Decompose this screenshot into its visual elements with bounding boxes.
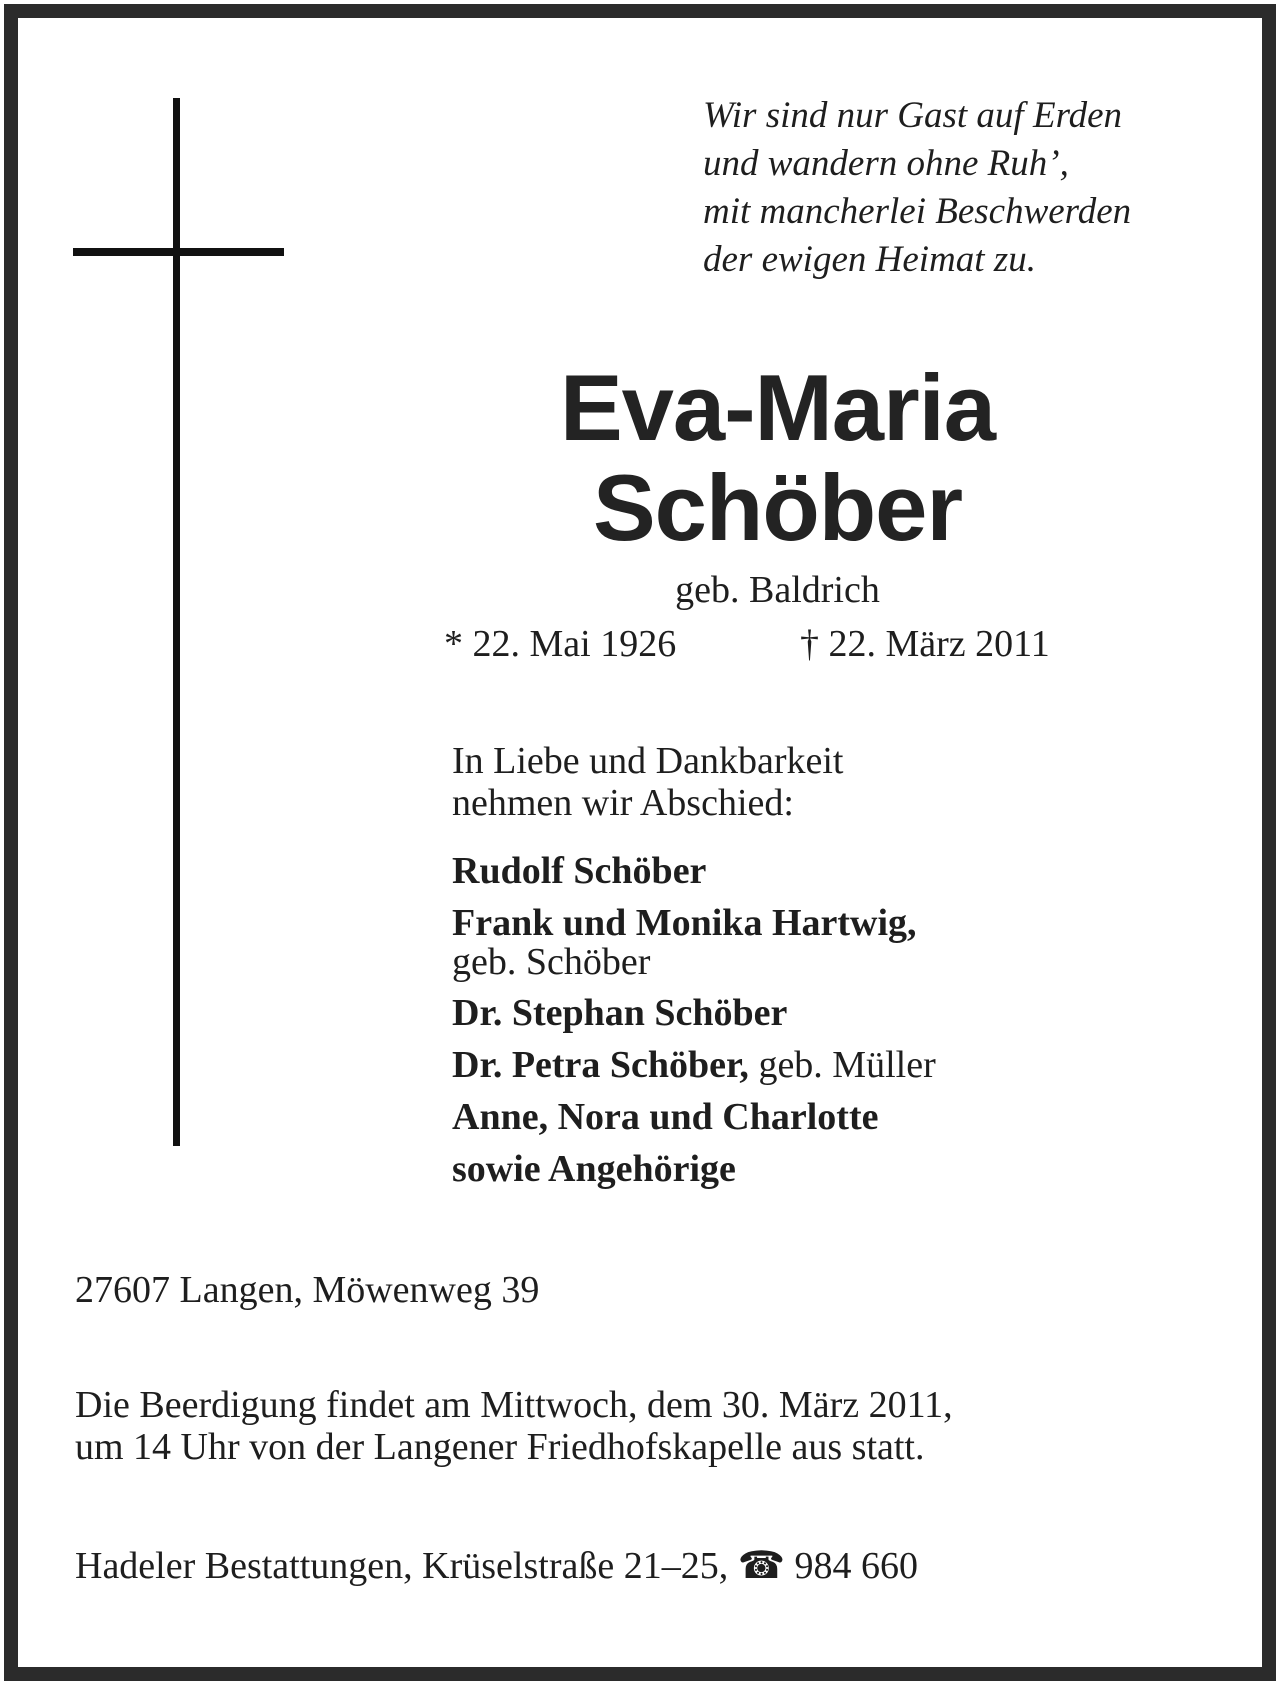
telephone-icon: ☎ — [737, 1545, 786, 1587]
birth-date: * 22. Mai 1926 — [444, 623, 677, 665]
farewell-intro — [452, 740, 843, 824]
mourners-list — [452, 845, 936, 1195]
mourner-entry — [452, 987, 936, 1039]
mourner-name: sowie Angehörige — [452, 1148, 736, 1190]
deceased-maiden-name: geb. Baldrich — [675, 569, 880, 611]
poem — [703, 92, 1131, 284]
poem-line: mit mancherlei Beschwerden — [703, 191, 1132, 232]
mourner-entry — [452, 1143, 936, 1195]
funeral-notice — [75, 1384, 953, 1468]
cross-icon-horizontal-bar — [73, 248, 284, 256]
mourner-maiden-name: geb. Müller — [748, 1044, 936, 1086]
poem-line: Wir sind nur Gast auf Erden — [703, 95, 1123, 136]
deceased-first-name: Eva-Maria — [559, 355, 996, 460]
mourner-name: Dr. Stephan Schöber — [452, 992, 788, 1034]
farewell-intro-line: nehmen wir Abschied: — [452, 782, 794, 824]
death-date: † 22. März 2011 — [800, 623, 1050, 665]
undertaker-line — [75, 1544, 918, 1588]
deceased-last-name: Schöber — [592, 455, 963, 560]
undertaker-phone: 984 660 — [794, 1545, 919, 1587]
undertaker-name: Hadeler Bestattungen, Krüselstraße 21–25, — [75, 1545, 729, 1587]
mourner-name: Anne, Nora und Charlotte — [452, 1096, 879, 1138]
funeral-notice-line: Die Beerdigung findet am Mittwoch, dem 30. März 2011, — [75, 1384, 953, 1426]
funeral-notice-line: um 14 Uhr von der Langener Friedhofskapelle aus statt. — [75, 1426, 925, 1468]
mourner-entry — [452, 845, 936, 897]
family-address: 27607 Langen, Möwenweg 39 — [75, 1269, 540, 1311]
mourner-name: Frank und Monika Hartwig, — [452, 902, 917, 944]
mourner-name: Rudolf Schöber — [452, 850, 707, 892]
poem-line: der ewigen Heimat zu. — [703, 239, 1036, 280]
mourner-entry — [452, 1091, 936, 1143]
mourner-name: Dr. Petra Schöber, — [452, 1044, 749, 1086]
poem-line: und wandern ohne Ruh’, — [703, 143, 1069, 184]
farewell-intro-line: In Liebe und Dankbarkeit — [452, 740, 844, 782]
mourner-entry — [452, 1039, 936, 1091]
mourner-maiden-name: geb. Schöber — [452, 941, 651, 983]
